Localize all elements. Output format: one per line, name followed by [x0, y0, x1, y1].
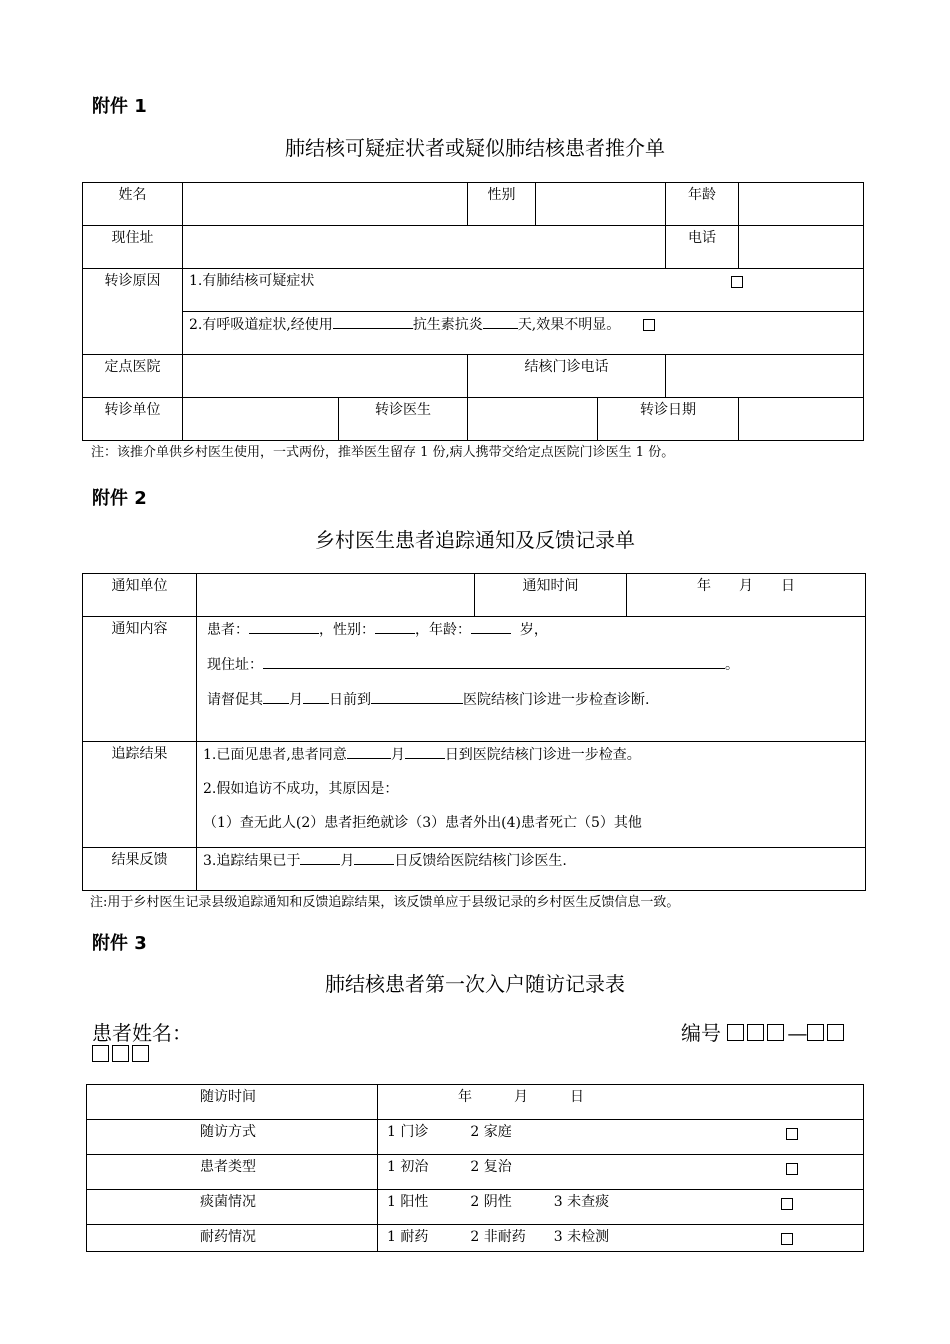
drug-resistance-checkbox[interactable]	[781, 1233, 793, 1245]
referral-doctor-field[interactable]	[468, 398, 598, 441]
urge-day-blank[interactable]	[303, 689, 329, 704]
patient-line	[207, 619, 859, 640]
tracking-result-label: 追踪结果	[83, 742, 197, 848]
feedback-text-c: 日反馈给医院结核门诊医生.	[394, 853, 567, 869]
reason-2-row	[183, 312, 864, 355]
referral-date-field[interactable]	[739, 398, 864, 441]
serial-box[interactable]	[92, 1045, 109, 1062]
attachment-1-heading: 附件 1	[92, 96, 147, 117]
referral-form-title: 肺结核可疑症状者或疑似肺结核患者推介单	[285, 136, 665, 160]
serial-number-label: 编号	[681, 1021, 721, 1045]
referral-unit-label: 转诊单位	[83, 398, 183, 441]
followup-form-title: 肺结核患者第一次入户随访记录表	[325, 972, 625, 996]
result-2-line: 2.假如追访不成功，其原因是：	[203, 781, 399, 797]
phone-field[interactable]	[739, 226, 864, 269]
patient-type-options: 1 初治 2 复治	[387, 1159, 512, 1175]
urge-hospital-blank[interactable]	[371, 689, 463, 704]
followup-row-label: 随访方式	[87, 1120, 378, 1155]
result-1-text-b: 月	[390, 747, 405, 763]
age-text: ，年龄：	[415, 622, 471, 638]
days-blank[interactable]	[483, 314, 518, 329]
age-field[interactable]	[739, 183, 864, 226]
followup-method-options: 1 门诊 2 家庭	[387, 1124, 512, 1140]
followup-row-label: 随访时间	[87, 1085, 378, 1120]
reason-2-text-b: 抗生素抗炎	[412, 317, 483, 333]
serial-number-continued	[92, 1045, 152, 1065]
drug-resistance-cell	[378, 1225, 864, 1252]
followup-method-cell	[378, 1120, 864, 1155]
referral-form-table	[82, 182, 864, 441]
urge-month-blank[interactable]	[263, 689, 289, 704]
result-1-line	[203, 744, 859, 765]
followup-table	[86, 1084, 864, 1252]
serial-dash: —	[787, 1021, 808, 1045]
followup-date-field[interactable]: 年 月 日	[378, 1085, 864, 1120]
patient-name-label: 患者姓名：	[92, 1021, 192, 1045]
clinic-phone-label: 结核门诊电话	[468, 355, 666, 398]
notify-time-label: 通知时间	[475, 574, 627, 617]
feedback-text-b: 月	[340, 853, 355, 869]
followup-method-checkbox[interactable]	[786, 1128, 798, 1140]
address-field[interactable]	[183, 226, 666, 269]
name-label: 姓名	[83, 183, 183, 226]
referral-date-label: 转诊日期	[598, 398, 739, 441]
patient-type-checkbox[interactable]	[786, 1163, 798, 1175]
serial-box[interactable]	[727, 1024, 744, 1041]
hospital-label: 定点医院	[83, 355, 183, 398]
result-3-line: （1）查无此人(2）患者拒绝就诊（3）患者外出(4)患者死亡（5）其他	[203, 815, 642, 831]
notify-date-field[interactable]: 年 月 日	[627, 574, 866, 617]
tracking-form-table	[82, 573, 866, 891]
notify-unit-label: 通知单位	[83, 574, 197, 617]
age-label: 年龄	[666, 183, 739, 226]
feedback-month-blank[interactable]	[300, 850, 340, 865]
reason-label: 转诊原因	[83, 269, 183, 355]
result-1-text-c: 日到医院结核门诊进一步检查。	[444, 747, 641, 763]
reason-1-row	[183, 269, 864, 312]
referral-doctor-label: 转诊医生	[339, 398, 468, 441]
urge-text-d: 医院结核门诊进一步检查诊断.	[463, 692, 650, 708]
age-blank[interactable]	[471, 619, 511, 634]
hospital-field[interactable]	[183, 355, 468, 398]
serial-number	[681, 1017, 847, 1046]
sputum-status-options: 1 阳性 2 阴性 3 未查痰	[387, 1194, 610, 1210]
notify-content-label: 通知内容	[83, 617, 197, 742]
address-end-text: 。	[725, 657, 739, 673]
referral-note: 注：该推介单供乡村医生使用，一式两份，推举医生留存 1 份,病人携带交给定点医院门诊医生 1 份。	[91, 445, 675, 460]
attachment-3-heading: 附件 3	[92, 933, 147, 954]
referral-unit-field[interactable]	[183, 398, 339, 441]
phone-label: 电话	[666, 226, 739, 269]
serial-box[interactable]	[747, 1024, 764, 1041]
feedback-cell	[197, 848, 866, 891]
notify-content-cell	[197, 617, 866, 742]
reason-1-checkbox[interactable]	[731, 276, 743, 288]
clinic-phone-field[interactable]	[666, 355, 864, 398]
tracking-form-title: 乡村医生患者追踪通知及反馈记录单	[315, 528, 635, 552]
serial-box[interactable]	[827, 1024, 844, 1041]
reason-2-checkbox[interactable]	[643, 319, 655, 331]
address-text: 现住址：	[207, 657, 263, 673]
urge-text-b: 月	[289, 692, 303, 708]
result-1-text-a: 1.已面见患者,患者同意	[203, 747, 347, 763]
address-line	[207, 654, 859, 675]
tracking-result-cell	[197, 742, 866, 848]
gender-text: ，性别：	[319, 622, 375, 638]
reason-2-text-a: 2.有呼吸道症状,经使用	[189, 317, 333, 333]
sputum-status-cell	[378, 1190, 864, 1225]
address-label: 现住址	[83, 226, 183, 269]
tracking-note: 注:用于乡村医生记录县级追踪通知和反馈追踪结果，该反馈单应于县级记录的乡村医生反馈信息一致。	[90, 895, 680, 910]
name-field[interactable]	[183, 183, 468, 226]
followup-row-label: 耐药情况	[87, 1225, 378, 1252]
patient-text: 患者：	[207, 622, 249, 638]
address-blank[interactable]	[263, 654, 725, 669]
attachment-2-heading: 附件 2	[92, 488, 147, 509]
urge-text-a: 请督促其	[207, 692, 263, 708]
feedback-label: 结果反馈	[83, 848, 197, 891]
patient-name-blank[interactable]	[249, 619, 319, 634]
feedback-day-blank[interactable]	[354, 850, 394, 865]
serial-box[interactable]	[807, 1024, 824, 1041]
gender-label: 性别	[468, 183, 536, 226]
serial-box[interactable]	[112, 1045, 129, 1062]
age-unit-text: 岁，	[519, 622, 548, 638]
gender-blank[interactable]	[375, 619, 415, 634]
notify-unit-field[interactable]	[197, 574, 475, 617]
serial-box[interactable]	[767, 1024, 784, 1041]
feedback-text-a: 3.追踪结果已于	[203, 853, 301, 869]
serial-box[interactable]	[132, 1045, 149, 1062]
reason-1-text: 1.有肺结核可疑症状	[189, 273, 315, 289]
gender-field[interactable]	[536, 183, 666, 226]
urge-text-c: 日前到	[329, 692, 371, 708]
result-day-blank[interactable]	[405, 744, 445, 759]
urge-line	[207, 689, 859, 710]
followup-row-label: 痰菌情况	[87, 1190, 378, 1225]
antibiotic-blank[interactable]	[333, 314, 413, 329]
sputum-status-checkbox[interactable]	[781, 1198, 793, 1210]
patient-type-cell	[378, 1155, 864, 1190]
followup-row-label: 患者类型	[87, 1155, 378, 1190]
reason-2-text-c: 天,效果不明显。	[517, 317, 621, 333]
drug-resistance-options: 1 耐药 2 非耐药 3 未检测	[387, 1229, 610, 1245]
result-month-blank[interactable]	[347, 744, 391, 759]
